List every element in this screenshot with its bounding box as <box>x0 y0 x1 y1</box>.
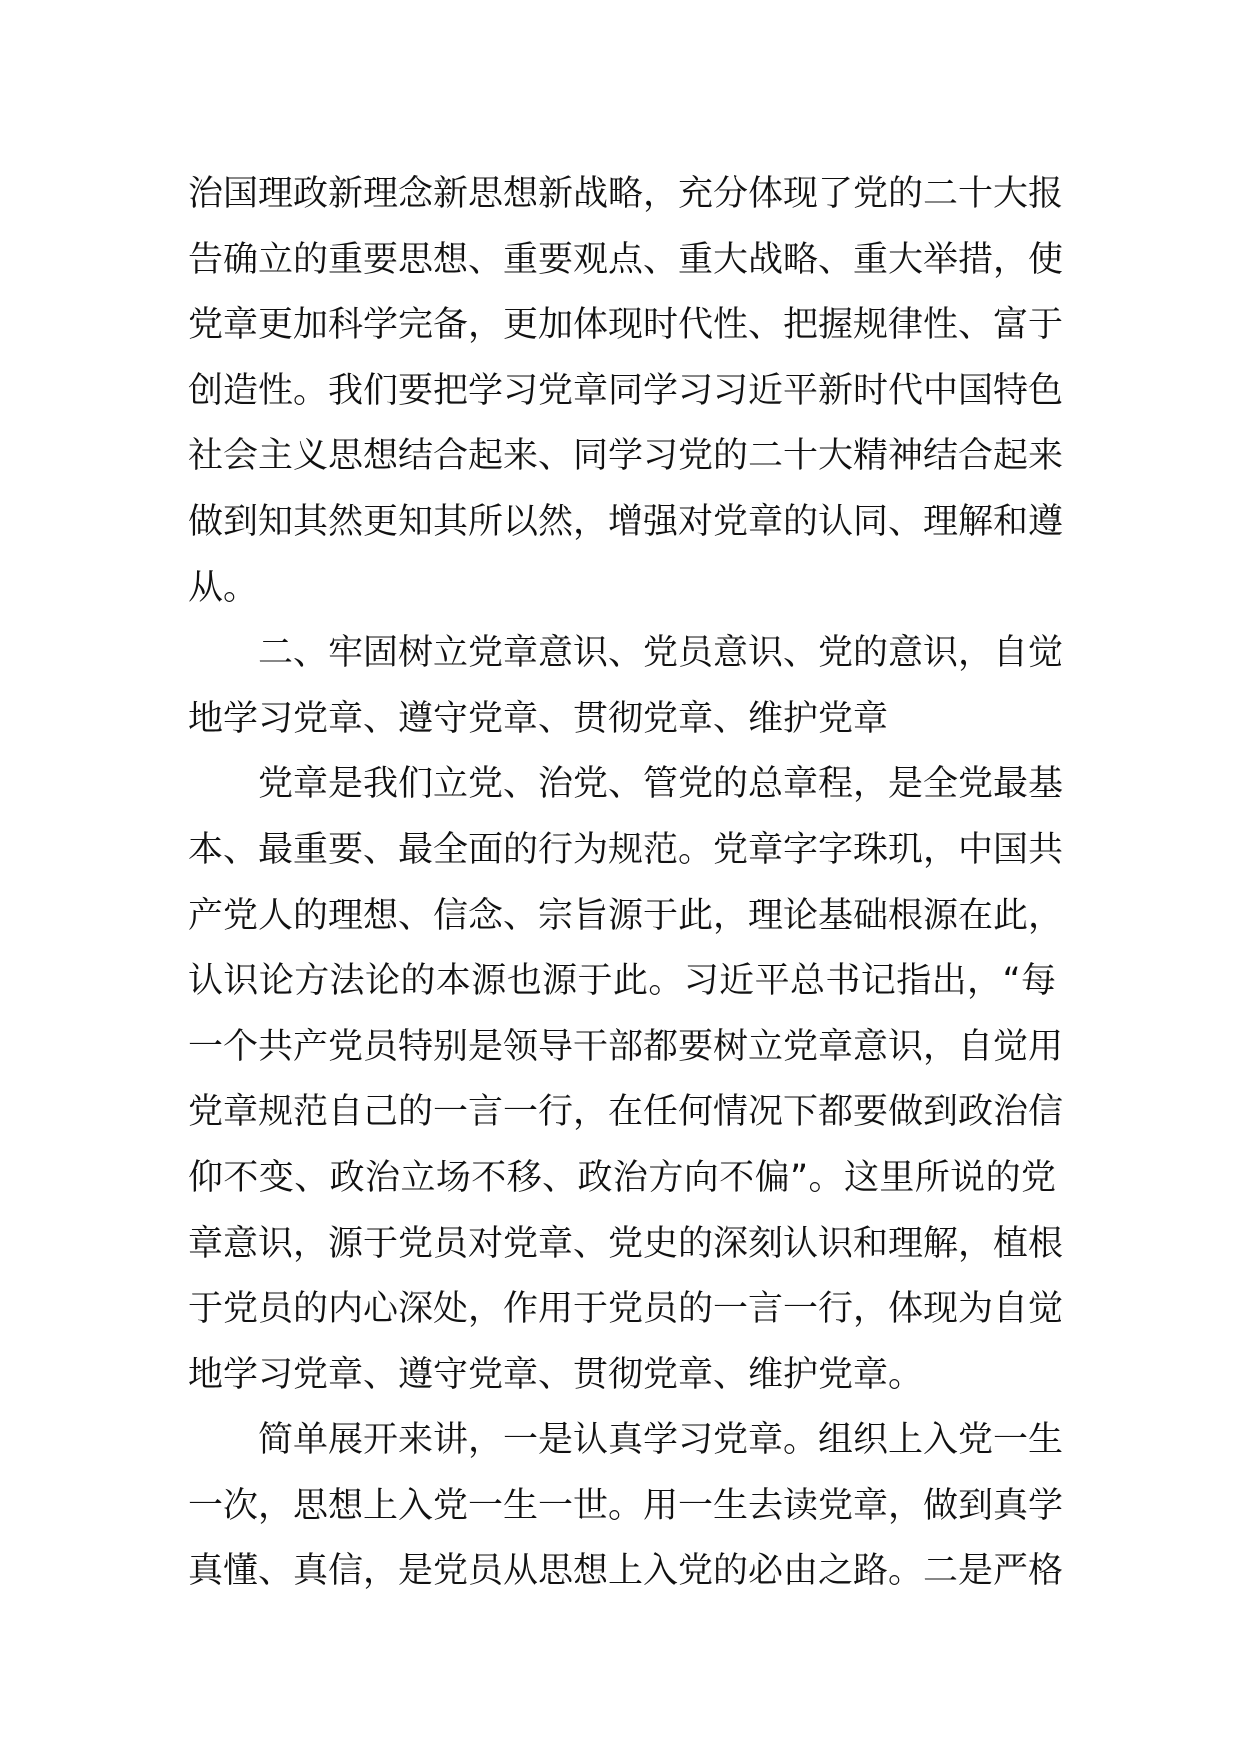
text-line: 从。 <box>188 567 259 608</box>
text-line: 真懂、真信，是党员从思想上入党的必由之路。二是严格 <box>188 1551 1064 1592</box>
text-line: 认识论方法论的本源也源于此。习近平总书记指出，“每 <box>188 961 1056 1002</box>
text-line: 创造性。我们要把学习党章同学习习近平新时代中国特色 <box>188 370 1064 411</box>
text-line: 一次，思想上入党一生一世。用一生去读党章，做到真学 <box>188 1485 1064 1526</box>
text-line: 仰不变、政治立场不移、政治方向不偏”。这里所说的党 <box>188 1157 1056 1198</box>
text-line: 本、最重要、最全面的行为规范。党章字字珠玑，中国共 <box>188 829 1064 870</box>
text-line: 产党人的理想、信念、宗旨源于此，理论基础根源在此， <box>188 895 1064 936</box>
text-line: 章意识，源于党员对党章、党史的深刻认识和理解，植根 <box>188 1223 1064 1264</box>
text-line: 一个共产党员特别是领导干部都要树立党章意识，自觉用 <box>188 1026 1064 1067</box>
text-line: 党章规范自己的一言一行，在任何情况下都要做到政治信 <box>188 1092 1064 1133</box>
document-body <box>188 162 1064 1605</box>
text-line: 做到知其然更知其所以然，增强对党章的认同、理解和遵 <box>188 501 1064 542</box>
text-line: 于党员的内心深处，作用于党员的一言一行，体现为自觉 <box>188 1289 1064 1330</box>
text-line: 地学习党章、遵守党章、贯彻党章、维护党章 <box>188 698 889 739</box>
text-line: 治国理政新理念新思想新战略，充分体现了党的二十大报 <box>188 174 1064 214</box>
text-line: 简单展开来讲，一是认真学习党章。组织上入党一生 <box>258 1420 1064 1461</box>
text-line: 二、牢固树立党章意识、党员意识、党的意识，自觉 <box>258 633 1064 674</box>
text-line: 告确立的重要思想、重要观点、重大战略、重大举措，使 <box>188 239 1064 280</box>
text-line: 地学习党章、遵守党章、贯彻党章、维护党章。 <box>188 1354 924 1395</box>
text-line: 党章是我们立党、治党、管党的总章程，是全党最基 <box>258 764 1064 805</box>
text-line: 社会主义思想结合起来、同学习党的二十大精神结合起来 <box>188 436 1064 477</box>
text-line: 党章更加科学完备，更加体现时代性、把握规律性、富于 <box>188 305 1064 346</box>
